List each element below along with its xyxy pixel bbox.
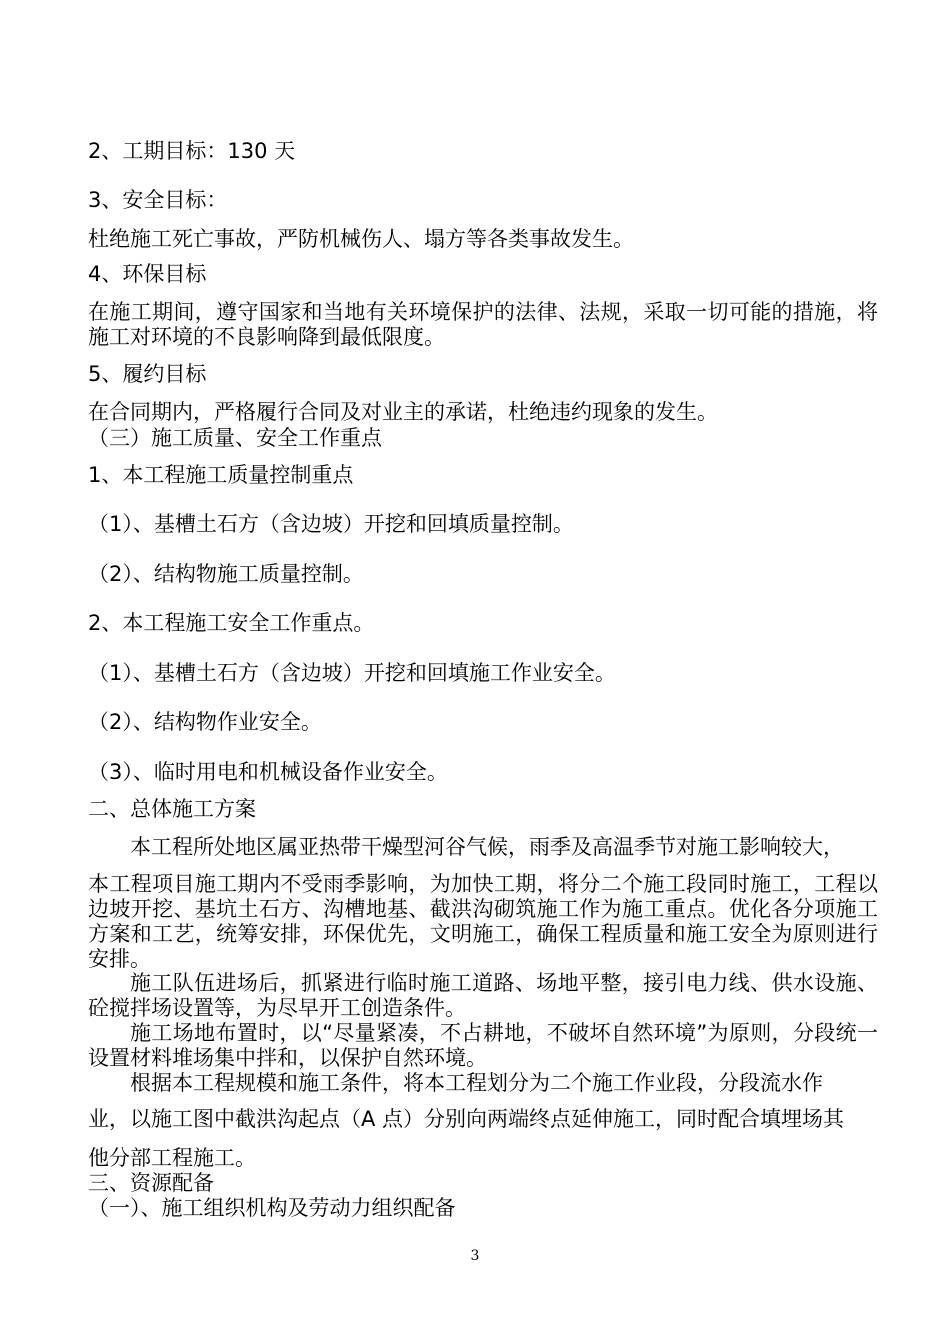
- page-number: 3: [470, 1248, 480, 1264]
- safety-point-2: （2）、结构物作业安全。: [88, 710, 322, 734]
- safety-point-3: （3）、临时用电和机械设备作业安全。: [88, 760, 448, 784]
- overall-plan-para3: 施工场地布置时，以“尽量紧凑，不占耕地，不破坏自然环境”为原则，分段统一设置材料堆场集中拌和，以保护自然环境。: [88, 1021, 878, 1070]
- quality-key-points-heading: 1、本工程施工质量控制重点: [88, 463, 354, 487]
- overall-plan-para4-line1: 根据本工程规模和施工条件，将本工程划分为二个施工作业段，分段流水作: [130, 1071, 823, 1095]
- organization-heading: （一）、施工组织机构及劳动力组织配备: [88, 1196, 456, 1220]
- goal-safety-heading: 3、安全目标：: [88, 188, 228, 212]
- safety-point-1: （1）、基槽土石方（含边坡）开挖和回填施工作业安全。: [88, 661, 616, 685]
- goal-contract-text: 在合同期内，严格履行合同及对业主的承诺，杜绝违约现象的发生。: [88, 400, 718, 424]
- section-key-points-heading: （三）施工质量、安全工作重点: [88, 426, 382, 450]
- overall-plan-para2: 施工队伍进场后，抓紧进行临时施工道路、场地平整，接引电力线、供水设施、砼搅拌场设置等，为尽早开工创造条件。: [88, 971, 878, 1020]
- overall-plan-para1-rest: 本工程项目施工期内不受雨季影响，为加快工期，将分二个施工段同时施工，工程以边坡开挖、基坑土石方、沟槽地基、截洪沟砌筑施工作为施工重点。优化各分项施工方案和工艺，统筹安排，环保优先，文明施工，确保工程质量和施工安全为原则进行安排。: [88, 872, 878, 971]
- goal-contract-heading: 5、履约目标: [88, 362, 207, 386]
- resources-heading: 三、资源配备: [88, 1171, 214, 1195]
- quality-point-2: （2）、结构物施工质量控制。: [88, 562, 364, 586]
- overall-plan-para4-line3: 他分部工程施工。: [88, 1146, 256, 1170]
- safety-key-points-heading: 2、本工程施工安全工作重点。: [88, 611, 375, 635]
- goal-schedule: 2、工期目标：130 天: [88, 139, 296, 163]
- quality-point-1: （1）、基槽土石方（含边坡）开挖和回填质量控制。: [88, 512, 574, 536]
- goal-safety-text: 杜绝施工死亡事故，严防机械伤人、塌方等各类事故发生。: [88, 227, 634, 251]
- overall-plan-heading: 二、总体施工方案: [88, 797, 256, 821]
- goal-environment-heading: 4、环保目标: [88, 262, 207, 286]
- overall-plan-para1-first-line: 本工程所处地区属亚热带干燥型河谷气候，雨季及高温季节对施工影响较大，: [130, 835, 844, 859]
- goal-environment-text: 在施工期间，遵守国家和当地有关环境保护的法律、法规，采取一切可能的措施，将施工对环境的不良影响降到最低限度。: [88, 300, 878, 349]
- overall-plan-para4-line2: 业，以施工图中截洪沟起点（A 点）分别向两端终点延伸施工，同时配合填埋场其: [88, 1107, 845, 1131]
